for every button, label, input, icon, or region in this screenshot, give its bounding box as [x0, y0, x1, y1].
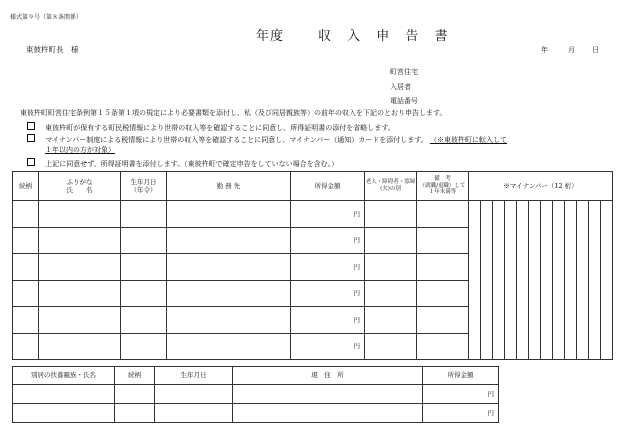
mynumber-digit-cell[interactable]	[577, 201, 589, 228]
relation-cell[interactable]	[13, 280, 39, 307]
mynumber-digit-cell[interactable]	[601, 333, 613, 360]
mynumber-digit-cell[interactable]	[517, 333, 529, 360]
mynumber-digit-cell[interactable]	[541, 307, 553, 334]
col-remarks: 備 考 （就職/退職）して１年未満等	[417, 172, 469, 201]
yen-unit: 円	[487, 389, 494, 398]
mynumber-digit-cell[interactable]	[481, 333, 493, 360]
yen-unit: 円	[487, 408, 494, 417]
mynumber-digit-cell[interactable]	[541, 254, 553, 281]
mynumber-digit-cell[interactable]	[541, 280, 553, 307]
mynumber-digit-cell[interactable]	[577, 254, 589, 281]
dependent-relation-cell[interactable]	[115, 404, 155, 423]
table-row	[13, 333, 613, 360]
mynumber-digit-cell[interactable]	[469, 307, 481, 334]
name-cell[interactable]	[39, 333, 121, 360]
mynumber-digit-cell[interactable]	[481, 254, 493, 281]
dependent-name-cell[interactable]	[13, 404, 115, 423]
mynumber-digit-cell[interactable]	[517, 307, 529, 334]
yen-unit: 円	[353, 315, 360, 324]
mynumber-digit-cell[interactable]	[577, 333, 589, 360]
mynumber-digit-cell[interactable]	[529, 333, 541, 360]
applicant-address-label: 町営住宅	[390, 68, 418, 76]
mynumber-digit-cell[interactable]	[517, 201, 529, 228]
relation-cell[interactable]	[13, 333, 39, 360]
work-cell[interactable]	[167, 254, 291, 281]
option-3-checkbox[interactable]	[27, 158, 35, 166]
relation-cell[interactable]	[13, 307, 39, 334]
dependent-birth-cell[interactable]	[155, 404, 233, 423]
birth-cell[interactable]	[121, 227, 167, 254]
sub-col-address: 現 住 所	[233, 367, 423, 385]
applicant-resident-label: 入居者	[390, 83, 411, 91]
table-row	[13, 254, 613, 281]
relation-cell[interactable]	[13, 254, 39, 281]
dependent-address-cell[interactable]	[233, 385, 423, 404]
mynumber-digit-cell[interactable]	[601, 307, 613, 334]
page-title: 収 入 申 告 書	[318, 29, 454, 44]
birth-cell[interactable]	[121, 307, 167, 334]
name-cell[interactable]	[39, 227, 121, 254]
intro-text: 東彼杵町町営住宅条例第１５条第１項の規定により必要書類を添付し、私（及び同居親族等）の前年の収入を下記のとおり申告します。	[20, 109, 447, 117]
sub-col-relation: 続柄	[115, 367, 155, 385]
col-elderly: 老人・障碍者・寡婦(夫)の別	[365, 172, 417, 201]
mynumber-digit-cell[interactable]	[529, 307, 541, 334]
mynumber-digit-cell[interactable]	[577, 307, 589, 334]
work-cell[interactable]	[167, 333, 291, 360]
mynumber-digit-cell[interactable]	[589, 201, 601, 228]
mynumber-digit-cell[interactable]	[481, 201, 493, 228]
remarks-cell[interactable]	[417, 201, 469, 228]
remarks-cell[interactable]	[417, 227, 469, 254]
mynumber-digit-cell[interactable]	[505, 201, 517, 228]
sub-col-birth: 生年月日	[155, 367, 233, 385]
elderly-cell[interactable]	[365, 254, 417, 281]
table-row	[13, 280, 613, 307]
yen-unit: 円	[353, 209, 360, 218]
yen-unit: 円	[353, 289, 360, 298]
option-3	[27, 158, 338, 169]
dependent-income-cell[interactable]	[423, 385, 499, 404]
name-cell[interactable]	[39, 201, 121, 228]
dependent-income-cell[interactable]	[423, 404, 499, 423]
mynumber-digit-cell[interactable]	[565, 227, 577, 254]
mynumber-digit-cell[interactable]	[493, 307, 505, 334]
mynumber-digit-cell[interactable]	[517, 227, 529, 254]
col-relation: 続柄	[13, 172, 39, 201]
mynumber-digit-cell[interactable]	[505, 227, 517, 254]
work-cell[interactable]	[167, 227, 291, 254]
yen-unit: 円	[353, 262, 360, 271]
mynumber-digit-cell[interactable]	[553, 254, 565, 281]
mynumber-digit-cell[interactable]	[565, 201, 577, 228]
col-name: ふりがな 氏 名	[39, 172, 121, 201]
mynumber-digit-cell[interactable]	[505, 307, 517, 334]
mynumber-digit-cell[interactable]	[505, 280, 517, 307]
col-work: 勤 務 先	[167, 172, 291, 201]
mynumber-digit-cell[interactable]	[505, 254, 517, 281]
title-year: 年度	[256, 29, 285, 44]
mynumber-digit-cell[interactable]	[529, 227, 541, 254]
mynumber-digit-cell[interactable]	[553, 201, 565, 228]
addressee: 東彼杵町長 様	[26, 45, 79, 54]
mynumber-digit-cell[interactable]	[493, 227, 505, 254]
elderly-cell[interactable]	[365, 227, 417, 254]
table-row	[13, 404, 499, 423]
dependent-birth-cell[interactable]	[155, 385, 233, 404]
work-cell[interactable]	[167, 280, 291, 307]
mynumber-digit-cell[interactable]	[469, 201, 481, 228]
mynumber-digit-cell[interactable]	[601, 280, 613, 307]
mynumber-digit-cell[interactable]	[589, 254, 601, 281]
mynumber-digit-cell[interactable]	[517, 280, 529, 307]
mynumber-digit-cell[interactable]	[565, 280, 577, 307]
date-day: 日	[592, 46, 599, 54]
mynumber-digit-cell[interactable]	[481, 227, 493, 254]
birth-cell[interactable]	[121, 254, 167, 281]
dependent-relation-cell[interactable]	[115, 385, 155, 404]
mynumber-digit-cell[interactable]	[469, 280, 481, 307]
mynumber-digit-cell[interactable]	[493, 333, 505, 360]
col-mynumber: ※マイナンバー（12 桁）	[469, 172, 613, 201]
work-cell[interactable]	[167, 201, 291, 228]
sub-col-name: 別居の扶養親族・氏名	[13, 367, 115, 385]
income-cell[interactable]	[291, 201, 365, 228]
date-month: 月	[568, 46, 575, 54]
mynumber-digit-cell[interactable]	[493, 201, 505, 228]
table-row	[13, 201, 613, 228]
mynumber-digit-cell[interactable]	[589, 333, 601, 360]
elderly-cell[interactable]	[365, 333, 417, 360]
mynumber-digit-cell[interactable]	[541, 333, 553, 360]
mynumber-digit-cell[interactable]	[469, 254, 481, 281]
mynumber-digit-cell[interactable]	[481, 280, 493, 307]
mynumber-digit-cell[interactable]	[577, 227, 589, 254]
work-cell[interactable]	[167, 307, 291, 334]
mynumber-digit-cell[interactable]	[529, 254, 541, 281]
dependent-address-cell[interactable]	[233, 404, 423, 423]
mynumber-digit-cell[interactable]	[505, 333, 517, 360]
option-1-checkbox[interactable]	[27, 122, 35, 130]
elderly-cell[interactable]	[365, 307, 417, 334]
option-3-text: 上記に同意せず、所得証明書を添付します。（東彼杵町で確定申告をしていない場合を含む。）	[45, 160, 339, 168]
mynumber-digit-cell[interactable]	[601, 227, 613, 254]
mynumber-digit-cell[interactable]	[541, 201, 553, 228]
date-year: 年	[541, 46, 548, 54]
mynumber-digit-cell[interactable]	[469, 227, 481, 254]
name-cell[interactable]	[39, 254, 121, 281]
option-2-note-cont: １年以内の方が対象）	[45, 146, 115, 154]
birth-cell[interactable]	[121, 280, 167, 307]
income-cell[interactable]	[291, 254, 365, 281]
relation-cell[interactable]	[13, 201, 39, 228]
applicant-phone-label: 電話番号	[390, 97, 418, 105]
mynumber-digit-cell[interactable]	[589, 307, 601, 334]
income-cell[interactable]	[291, 333, 365, 360]
mynumber-digit-cell[interactable]	[493, 254, 505, 281]
mynumber-digit-cell[interactable]	[553, 333, 565, 360]
mynumber-digit-cell[interactable]	[553, 280, 565, 307]
option-2-note: （※東彼杵町に転入して	[429, 136, 507, 144]
mynumber-digit-cell[interactable]	[565, 333, 577, 360]
dependent-name-cell[interactable]	[13, 385, 115, 404]
mynumber-digit-cell[interactable]	[565, 307, 577, 334]
relation-cell[interactable]	[13, 227, 39, 254]
mynumber-digit-cell[interactable]	[565, 254, 577, 281]
mynumber-digit-cell[interactable]	[601, 201, 613, 228]
mynumber-digit-cell[interactable]	[589, 227, 601, 254]
mynumber-digit-cell[interactable]	[469, 333, 481, 360]
mynumber-digit-cell[interactable]	[553, 307, 565, 334]
dependents-table	[12, 366, 499, 423]
remarks-cell[interactable]	[417, 307, 469, 334]
option-2-text: マイナンバー制度による税情報により世帯の収入等を確認することに同意し、マイナンバー（通知）カードを添付します。	[45, 136, 428, 144]
mynumber-digit-cell[interactable]	[493, 280, 505, 307]
remarks-cell[interactable]	[417, 333, 469, 360]
name-cell[interactable]	[39, 280, 121, 307]
name-cell[interactable]	[39, 307, 121, 334]
mynumber-digit-cell[interactable]	[529, 201, 541, 228]
mynumber-digit-cell[interactable]	[517, 254, 529, 281]
yen-unit: 円	[353, 342, 360, 351]
remarks-cell[interactable]	[417, 254, 469, 281]
mynumber-digit-cell[interactable]	[553, 227, 565, 254]
mynumber-digit-cell[interactable]	[577, 280, 589, 307]
remarks-cell[interactable]	[417, 280, 469, 307]
elderly-cell[interactable]	[365, 201, 417, 228]
yen-unit: 円	[353, 236, 360, 245]
col-birth: 生年月日 （年令）	[121, 172, 167, 201]
birth-cell[interactable]	[121, 333, 167, 360]
income-cell[interactable]	[291, 227, 365, 254]
col-income: 所得金額	[291, 172, 365, 201]
form-number: 様式第９号（第８条関係）	[10, 14, 83, 21]
option-2	[27, 134, 507, 145]
mynumber-digit-cell[interactable]	[589, 280, 601, 307]
option-1-text: 東彼杵町が保有する町民税情報により世帯の収入等を確認することに同意し、所得証明書の添付を省略します。	[45, 124, 395, 132]
income-cell[interactable]	[291, 307, 365, 334]
mynumber-digit-cell[interactable]	[481, 307, 493, 334]
income-cell[interactable]	[291, 280, 365, 307]
sub-col-income: 所得金額	[423, 367, 499, 385]
option-2-checkbox[interactable]	[27, 134, 35, 142]
table-row	[13, 227, 613, 254]
table-row	[13, 307, 613, 334]
option-1	[27, 122, 395, 133]
household-income-table	[12, 171, 613, 360]
mynumber-digit-cell[interactable]	[529, 280, 541, 307]
mynumber-digit-cell[interactable]	[541, 227, 553, 254]
mynumber-digit-cell[interactable]	[601, 254, 613, 281]
elderly-cell[interactable]	[365, 280, 417, 307]
table-row	[13, 385, 499, 404]
birth-cell[interactable]	[121, 201, 167, 228]
